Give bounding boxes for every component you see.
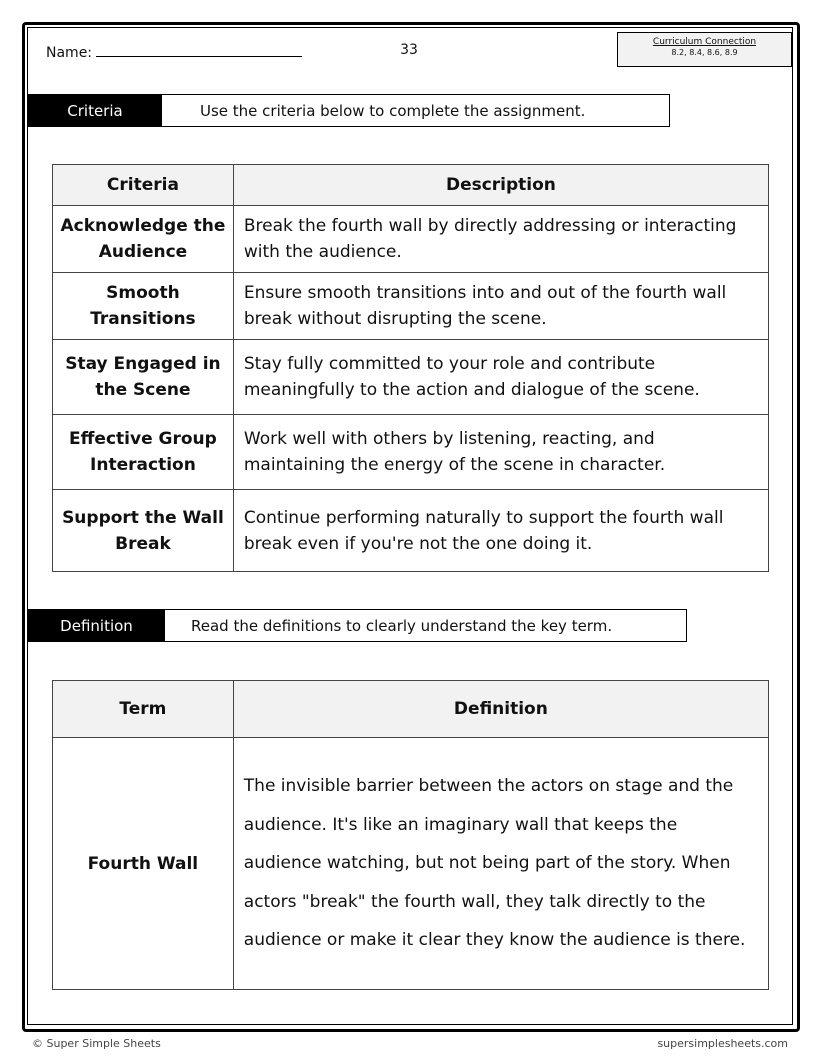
description-cell: Continue performing naturally to support the fourth wall break even if you're not the one doing it. [233, 490, 768, 572]
description-column-header: Description [233, 165, 768, 206]
curriculum-connection-box [617, 32, 792, 67]
definition-section-tag: Definition [29, 610, 164, 641]
page-number: 33 [400, 42, 418, 58]
table-row [53, 340, 769, 415]
criteria-cell: Stay Engaged in the Scene [53, 340, 234, 415]
curriculum-codes: 8.2, 8.4, 8.6, 8.9 [671, 48, 738, 57]
criteria-cell: Effective Group Interaction [53, 415, 234, 490]
criteria-section-tag: Criteria [29, 95, 161, 126]
definition-section-instruction: Read the definitions to clearly understand the key term. [164, 610, 686, 641]
definition-table-header [53, 681, 769, 738]
description-cell: Work well with others by listening, reacting, and maintaining the energy of the scene in character. [233, 415, 768, 490]
table-row [53, 206, 769, 273]
footer-website: supersimplesheets.com [657, 1037, 788, 1050]
name-field [46, 42, 302, 61]
term-column-header: Term [53, 681, 234, 738]
table-row [53, 415, 769, 490]
table-row [53, 738, 769, 990]
curriculum-title: Curriculum Connection [652, 37, 757, 47]
term-cell: Fourth Wall [53, 738, 234, 990]
criteria-section-bar [28, 94, 670, 127]
criteria-cell: Smooth Transitions [53, 273, 234, 340]
name-label: Name: [46, 45, 93, 61]
table-row [53, 273, 769, 340]
criteria-cell: Support the Wall Break [53, 490, 234, 572]
definition-cell: The invisible barrier between the actors on stage and the audience. It's like an imaginary wall that keeps the audience watching, but not being part of the story. When actors "break" the fourth wall, they talk directly to the audience or make it clear they know the audience is there. [233, 738, 768, 990]
criteria-section-instruction: Use the criteria below to complete the assignment. [161, 95, 669, 126]
criteria-table-header [53, 165, 769, 206]
description-cell: Stay fully committed to your role and contribute meaningfully to the action and dialogue of the scene. [233, 340, 768, 415]
criteria-cell: Acknowledge the Audience [53, 206, 234, 273]
name-blank-line[interactable] [96, 42, 302, 57]
footer-copyright: © Super Simple Sheets [32, 1037, 161, 1050]
criteria-column-header: Criteria [53, 165, 234, 206]
description-cell: Break the fourth wall by directly addressing or interacting with the audience. [233, 206, 768, 273]
description-cell: Ensure smooth transitions into and out of the fourth wall break without disrupting the scene. [233, 273, 768, 340]
definition-table [52, 680, 769, 990]
criteria-table [52, 164, 769, 572]
definition-column-header: Definition [233, 681, 768, 738]
definition-section-bar [28, 609, 687, 642]
table-row [53, 490, 769, 572]
